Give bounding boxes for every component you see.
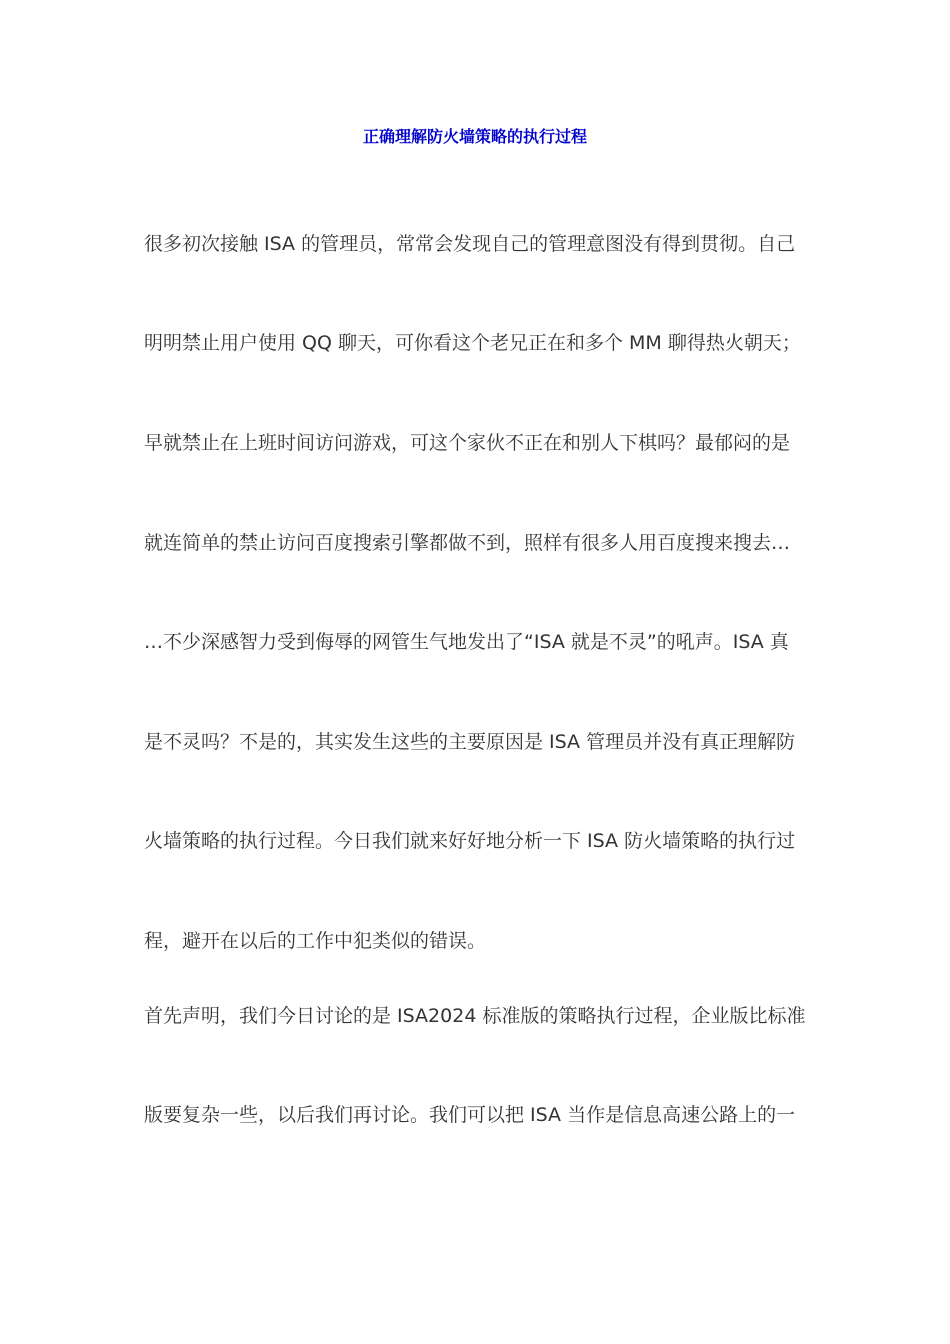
paragraph-1-line-7: 火墙策略的执行过程。今日我们就来好好地分析一下 ISA 防火墙策略的执行过 [144, 830, 796, 852]
paragraph-1-line-1: 很多初次接触 ISA 的管理员，常常会发现自己的管理意图没有得到贯彻。自己 [144, 233, 796, 255]
paragraph-1-line-4: 就连简单的禁止访问百度搜索引擎都做不到，照样有很多人用百度搜来搜去… [144, 532, 791, 554]
paragraph-1-line-2: 明明禁止用户使用 QQ 聊天，可你看这个老兄正在和多个 MM 聊得热火朝天； [144, 332, 801, 354]
paragraph-1-line-8: 程，避开在以后的工作中犯类似的错误。 [144, 930, 487, 952]
document-title: 正确理解防火墙策略的执行过程 [362, 127, 587, 146]
paragraph-2-line-1: 首先声明，我们今日讨论的是 ISA2024 标准版的策略执行过程，企业版比标准 [144, 1005, 806, 1027]
paragraph-2-line-2: 版要复杂一些，以后我们再讨论。我们可以把 ISA 当作是信息高速公路上的一 [144, 1104, 796, 1126]
paragraph-1-line-5: …不少深感智力受到侮辱的网管生气地发出了“ISA 就是不灵”的吼声。ISA 真 [144, 631, 789, 653]
paragraph-1-line-3: 早就禁止在上班时间访问游戏，可这个家伙不正在和别人下棋吗？最郁闷的是 [144, 432, 791, 454]
paragraph-1-line-6: 是不灵吗？不是的，其实发生这些的主要原因是 ISA 管理员并没有真正理解防 [144, 731, 796, 753]
